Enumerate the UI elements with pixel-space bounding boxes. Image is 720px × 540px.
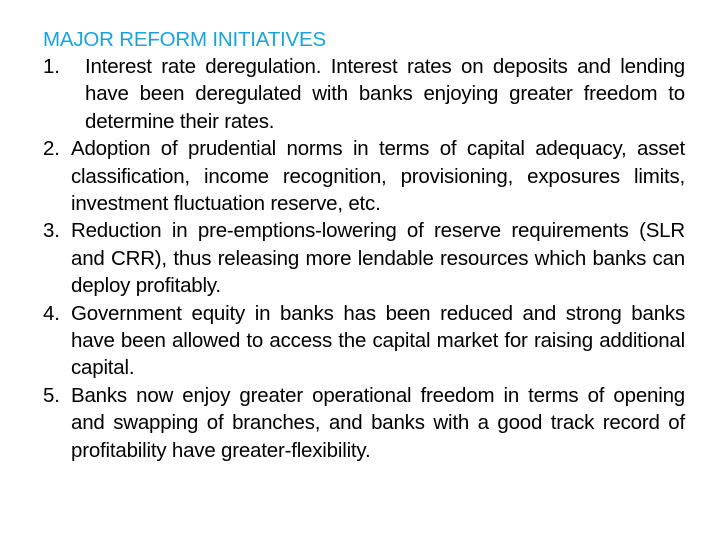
list-item-text: Reduction in pre-emptions-lowering of reserve requirements (SLR and CRR), thus releasing more lendable resources which banks can deploy profitably. — [71, 219, 685, 298]
list-item — [43, 135, 685, 217]
reform-list — [43, 53, 685, 464]
page-title: MAJOR REFORM INITIATIVES — [43, 28, 326, 51]
list-item-number: 3. — [43, 219, 60, 243]
list-item-number: 5. — [43, 383, 60, 407]
list-item — [43, 53, 685, 135]
list-item-number: 2. — [43, 137, 60, 161]
slide-content — [43, 26, 685, 464]
list-item — [43, 300, 685, 382]
list-item — [43, 382, 685, 464]
list-item-number: 1. — [43, 55, 60, 78]
list-item-number: 4. — [43, 301, 60, 325]
list-item-text: Banks now enjoy greater operational freedom in terms of opening and swapping of branches, and banks with a good track record of profitability have greater-flexibility. — [71, 383, 685, 462]
list-item-text: Interest rate deregulation. Interest rates on deposits and lending have been deregulated with banks enjoying greater freedom to determine their rates. — [85, 55, 685, 133]
list-item-text: Adoption of prudential norms in terms of capital adequacy, asset classification, income recognition, provisioning, exposures limits, investment fluctuation reserve, etc. — [71, 137, 685, 216]
list-item-text: Government equity in banks has been reduced and strong banks have been allowed to access the capital market for raising additional capital. — [71, 301, 685, 380]
list-item — [43, 217, 685, 299]
